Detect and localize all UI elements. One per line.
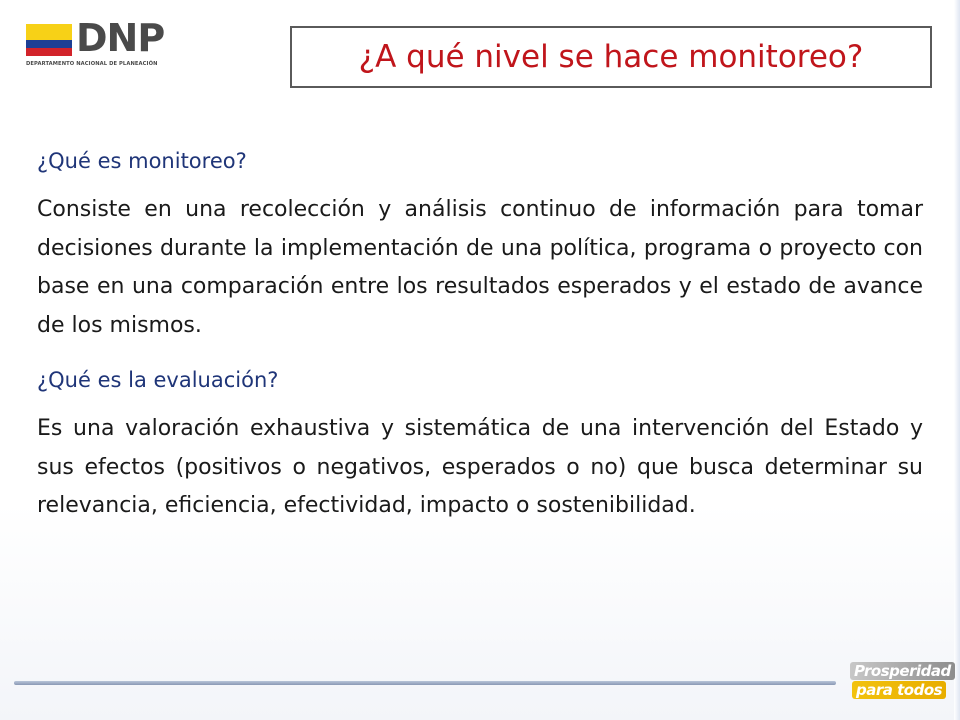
answer-monitoreo: Consiste en una recolección y análisis continuo de información para tomar decisiones durante la implementación de una política, programa o proyecto con base en una comparación entre los resultados esperados y el estado de avance de los mismos. bbox=[37, 197, 923, 339]
flag-stripe-yellow bbox=[26, 24, 72, 40]
page-title: ¿A qué nivel se hace monitoreo? bbox=[358, 39, 864, 75]
prosperidad-logo bbox=[850, 660, 951, 704]
logo-wordmark: DNP bbox=[76, 16, 165, 60]
flag-stripe-red bbox=[26, 48, 72, 56]
question-evaluacion: ¿Qué es la evaluación? bbox=[37, 367, 279, 392]
colombia-flag-icon bbox=[26, 24, 72, 56]
right-edge-decoration bbox=[954, 0, 960, 720]
bottom-divider bbox=[14, 681, 836, 685]
prosperidad-logo-line1: Prosperidad bbox=[850, 662, 955, 680]
title-box bbox=[290, 26, 932, 88]
logo-subtitle: DEPARTAMENTO NACIONAL DE PLANEACIÓN bbox=[26, 61, 158, 67]
dnp-logo bbox=[26, 18, 186, 76]
question-monitoreo: ¿Qué es monitoreo? bbox=[37, 149, 247, 173]
answer-evaluacion: Es una valoración exhaustiva y sistemática de una intervención del Estado y sus efectos (positivos o negativos, esperados o no) que busca determinar su relevancia, eficiencia, efectividad, impacto o sostenibilidad. bbox=[37, 415, 923, 519]
content-area bbox=[37, 143, 923, 526]
flag-stripe-blue bbox=[26, 40, 72, 48]
prosperidad-logo-line2: para todos bbox=[852, 681, 946, 699]
